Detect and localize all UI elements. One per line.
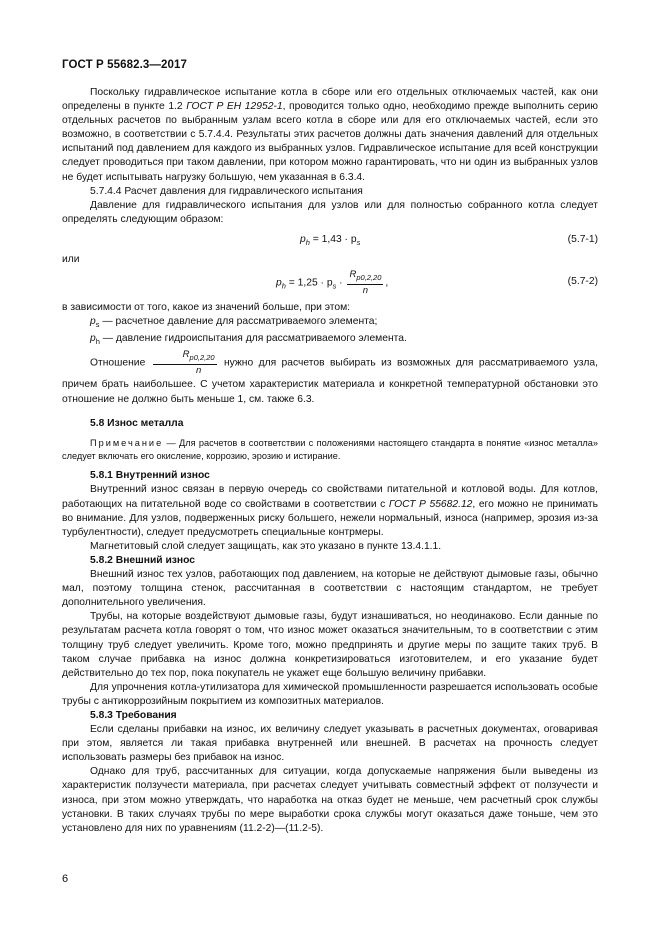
document-body [62, 86, 598, 836]
section-5-8-2-paragraph-2: Трубы, на которые воздействуют дымовые газы, будут изнашиваться, но неодинаково. Если данные по результатам расчета котла говорят о том, что износ может оказаться значительным, то в соответствии с этим толщину труб следует увеличить. Кроме того, можно предпринять и другие меры по защите таких труб. В таком случае прибавка на износ должна конкретизироваться изготовителем, и его указание будет действительно до тех пор, пока покупатель не укажет еще большую величину прибавки. [62, 611, 598, 679]
section-5-8-1-paragraph-1 [62, 483, 598, 539]
document-header: ГОСТ Р 55682.3—2017 [62, 59, 187, 71]
text: нужно для расчетов выбирать из возможных для рассматриваемого узла, причем брать наибольшее. С учетом характеристик материала и конкретной температурной обстановки это отношение не должно быть меньше 1, см. также 6.3. [62, 358, 598, 406]
symbol: p [90, 316, 96, 328]
subscript: s [95, 320, 100, 330]
subscript: h [95, 337, 100, 347]
paragraph-hydraulic-test-intro [62, 86, 598, 185]
or-word: или [62, 253, 80, 265]
equation-number: (5.7-2) [567, 276, 598, 288]
equation-formula [300, 233, 360, 250]
page-number: 6 [62, 873, 69, 885]
definition-ps [62, 315, 598, 332]
section-5-7-4-4-title: 5.7.4.4 Расчет давления для гидравлического испытания [90, 185, 363, 197]
note [62, 437, 598, 463]
symbol: p [276, 277, 282, 289]
section-5-8-2-paragraph-1: Внешний износ тех узлов, работающих под давлением, на которые не действуют дымовые газы, обычно мал, поэтому толщина стенок, рассчитанная в соответствии с настоящим стандартом, не требует дополнительного увеличения. [62, 569, 598, 609]
comma: , [385, 277, 389, 289]
section-5-8-1-paragraph-2: Магнетитовый слой следует защищать, как это указано в пункте 13.4.1.1. [90, 540, 442, 552]
section-5-7-4-4-text: Давление для гидравлического испытания для узлов или для полностью собранного котла следует определять следующим образом: [62, 199, 598, 225]
section-5-8-3-paragraph-1: Если сделаны прибавки на износ, их величину следует указывать в расчетных документах, оговаривая при этом, является ли такая прибавка внутренней или внешней. В расчетах на прочность следует использовать размеры без прибавок на износ. [62, 724, 598, 764]
subscript: h [281, 281, 286, 291]
equation-5-7-2 [62, 269, 598, 299]
subscript: h [305, 237, 310, 247]
text: , проводится только одно, необходимо прежде выполнить серию отдельных расчетов по выбранным узлам всего котла в сборе или для его отключаемых частей, если это возможно, в соответствии с 5.7.4.4. Результаты этих расчетов должны дать значения давлений для отдельных испытаний под давлением для каждого из выбранных узлов. Гидравлическое испытание для всей конструкции следует проводиться при таком давлении, при котором можно гарантировать, что ни один из выбранных узлов не будет испытывать нагрузку большую, чем указанная в 6.3.4. [62, 101, 598, 183]
fraction [153, 349, 217, 377]
text: Поскольку гидравлическое испытание котла в сборе или его отдельных отключаемых частей, как они определены в пункте 1.2 [62, 87, 598, 113]
text: Внутренний износ связан в первую очередь со свойствами питательной и котловой воды. Для котлов, работающих на питательной воде со свойствами в соответствии с [62, 484, 598, 510]
definition-text: — давление гидроиспытания для рассматриваемого элемента. [99, 333, 407, 345]
note-label: Примечание [90, 438, 164, 449]
subscript: s [332, 281, 337, 291]
subscript: s [356, 237, 361, 247]
formula-mid: = 1,25 · p [285, 277, 333, 289]
section-5-8-1-title: 5.8.1 Внутренний износ [90, 470, 210, 482]
standard-reference: ГОСТ Р 55682.12 [388, 498, 473, 510]
formula-rhs: = 1,43 · p [309, 233, 357, 245]
standard-reference: ГОСТ Р ЕН 12952-1 [186, 101, 283, 113]
symbol: p [300, 233, 306, 245]
symbol: p [90, 333, 96, 345]
symbol: R [182, 349, 190, 361]
denominator: n [362, 284, 369, 296]
definition-text: — расчетное давление для рассматриваемого элемента; [99, 316, 378, 328]
denominator: n [195, 365, 202, 377]
equation-5-7-1 [62, 229, 598, 251]
paragraph-ratio [62, 349, 598, 407]
text: , его можно не принимать во внимание. Для узлов, подверженных риску большего, нежели нормальный, износа (например, эрозия из-за турбулентности), следует предусмотреть специальные контрмеры. [62, 498, 598, 538]
numerator [153, 349, 217, 365]
section-5-8-title: 5.8 Износ металла [90, 418, 184, 430]
symbol: R [349, 269, 357, 281]
section-5-8-2-paragraph-3: Для упрочнения котла-утилизатора для химической промышленности разрешается использовать особые трубы с антикоррозийным покрытием из композитных материалов. [62, 681, 598, 707]
multiply: · [336, 277, 346, 289]
after-equation-text: в зависимости от того, какое из значений больше, при этом: [62, 302, 351, 314]
equation-number: (5.7-1) [567, 233, 598, 245]
definition-ph [62, 332, 598, 349]
text: Отношение [90, 358, 146, 370]
subscript: p0,2,20 [189, 353, 215, 363]
subscript: p0,2,20 [356, 272, 382, 282]
numerator [347, 269, 383, 285]
spacer [62, 407, 598, 417]
note-text: — Для расчетов в соответствии с положениями настоящего стандарта в понятие «износ металла» следует включать его окисление, коррозию, эрозию и истирание. [62, 438, 598, 462]
fraction [347, 269, 383, 297]
section-5-8-3-paragraph-2: Однако для труб, рассчитанных для ситуации, когда допускаемые напряжения были выведены из характеристик ползучести материала, при расчетах следует учитывать совместный эффект от ползучести и износа, при этом можно утверждать, что наработка на отказ будет не меньше, чем расчетный срок службы установки. В таких случаях трубы по мере выработки срока службы могут оказаться даже тоньше, чем это установлено для них по уравнениям (11.2-2)—(11.2-5). [62, 766, 598, 834]
equation-formula [276, 269, 388, 297]
section-5-8-2-title: 5.8.2 Внешний износ [90, 554, 196, 566]
section-5-8-3-title: 5.8.3 Требования [90, 709, 177, 721]
